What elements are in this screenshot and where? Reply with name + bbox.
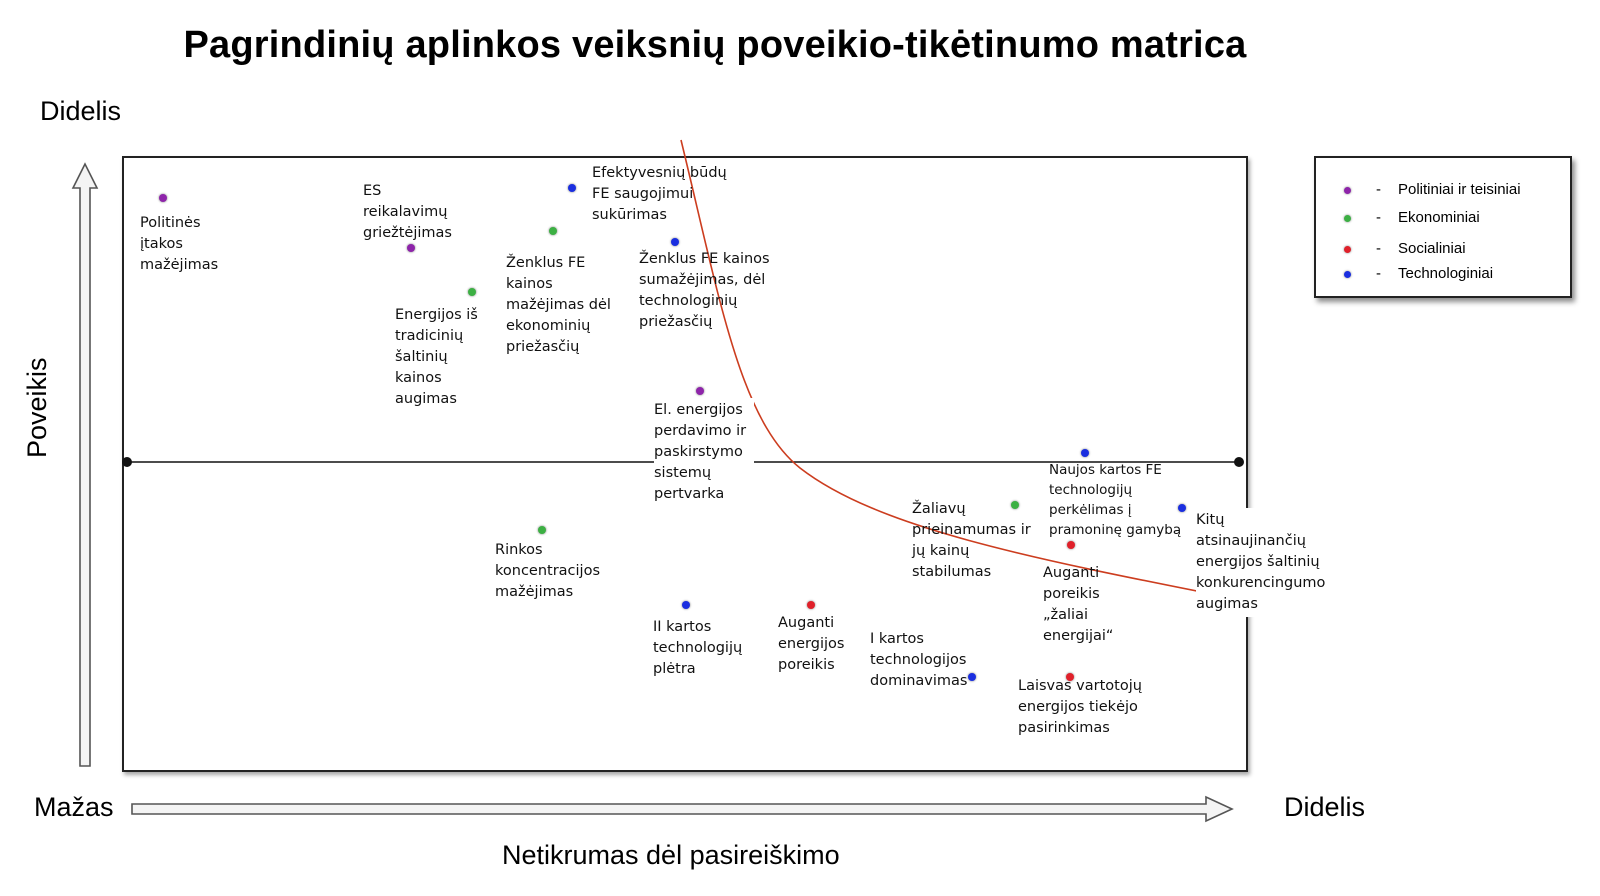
legend-dash: - (1376, 240, 1381, 257)
factor-label-naujos-kartos-fe: Naujos kartos FE technologijų perkėlimas į pramoninę gamybą (1049, 462, 1182, 538)
chart-title: Pagrindinių aplinkos veiksnių poveikio-tikėtinumo matrica (183, 24, 1247, 66)
legend-dot (1344, 246, 1351, 253)
factor-label-rinkos-koncentracijos: Rinkos koncentracijos mažėjimas (495, 542, 601, 600)
factor-dot-kitu-atsinaujinanciu (1178, 504, 1186, 512)
x-axis-high-label: Didelis (1284, 792, 1366, 822)
legend-item-politiniai (1316, 180, 1570, 202)
legend-dot (1344, 187, 1351, 194)
divider-left-endpoint (122, 457, 132, 467)
factor-label-es-reikalavimu: ES reikalavimų griežtėjimas (363, 183, 452, 241)
factor-label-efektyvesniu-budu: Efektyvesnių būdų FE saugojimui sukūrimas (592, 165, 727, 223)
factor-dot-ii-kartos (682, 601, 690, 609)
factor-dot-el-energijos-perdavimo (696, 387, 704, 395)
factor-label-el-energijos-perdavimo: El. energijos perdavimo ir paskirstymo sistemų pertvarka (654, 398, 754, 507)
factor-label-auganti-energijos: Auganti energijos poreikis (778, 615, 845, 673)
factor-label-fe-kainos-technologiniu: Ženklus FE kainos sumažėjimas, dėl technologinių priežasčių (639, 251, 770, 330)
legend-dot (1344, 271, 1351, 278)
legend-label: Politiniai ir teisiniai (1398, 181, 1521, 198)
factor-dot-energijos-kainos (468, 288, 476, 296)
legend-item-ekonominiai (1316, 208, 1570, 230)
factor-label-i-kartos: I kartos technologijos dominavimas (870, 631, 968, 689)
x-axis-label: Netikrumas dėl pasireiškimo (502, 840, 840, 870)
legend-item-socialiniai (1316, 239, 1570, 261)
factor-dot-auganti-zaliai (1067, 541, 1075, 549)
y-axis-label: Poveikis (22, 357, 52, 458)
factor-dot-naujos-kartos-fe (1081, 449, 1089, 457)
legend-dash: - (1376, 181, 1381, 198)
factor-dot-politines-itakos (159, 194, 167, 202)
factor-dot-efektyvesniu-budu (568, 184, 576, 192)
legend-dash: - (1376, 265, 1381, 282)
factor-label-auganti-zaliai: Auganti poreikis „žaliai energijai“ (1043, 565, 1114, 644)
factor-dot-rinkos-koncentracijos (538, 526, 546, 534)
divider-right-endpoint (1234, 457, 1244, 467)
factor-label-laisvas-vartotoju: Laisvas vartotojų energijos tiekėjo pasirinkimas (1018, 678, 1142, 736)
factor-dot-es-reikalavimu (407, 244, 415, 252)
legend-dot (1344, 215, 1351, 222)
legend-label: Ekonominiai (1398, 209, 1480, 226)
factor-dot-i-kartos (968, 673, 976, 681)
legend-label: Socialiniai (1398, 240, 1466, 257)
factor-label-energijos-kainos: Energijos iš tradicinių šaltinių kainos augimas (395, 307, 478, 407)
factor-label-kitu-atsinaujinanciu: Kitų atsinaujinančių energijos šaltinių konkurencingumo augimas (1196, 508, 1333, 617)
x-axis-arrow (130, 794, 1236, 824)
legend (1314, 156, 1572, 298)
factor-label-politines-itakos: Politinės įtakos mažėjimas (140, 215, 219, 273)
y-axis-high-label: Didelis (40, 96, 122, 126)
factor-dot-fe-kainos-ekonominiu (549, 227, 557, 235)
x-axis-low-label: Mažas (34, 792, 114, 822)
factor-dot-fe-kainos-technologiniu (671, 238, 679, 246)
factor-label-zaliavu-prieinamumas: Žaliavų prieinamumas ir jų kainų stabilumas (912, 501, 1031, 580)
legend-label: Technologiniai (1398, 265, 1494, 282)
factor-label-fe-kainos-ekonominiu: Ženklus FE kainos mažėjimas dėl ekonominių priežasčių (506, 255, 611, 355)
legend-dash: - (1376, 209, 1381, 226)
factor-label-ii-kartos: II kartos technologijų plėtra (653, 619, 743, 677)
factor-dot-auganti-energijos (807, 601, 815, 609)
legend-item-technologiniai (1316, 264, 1570, 286)
